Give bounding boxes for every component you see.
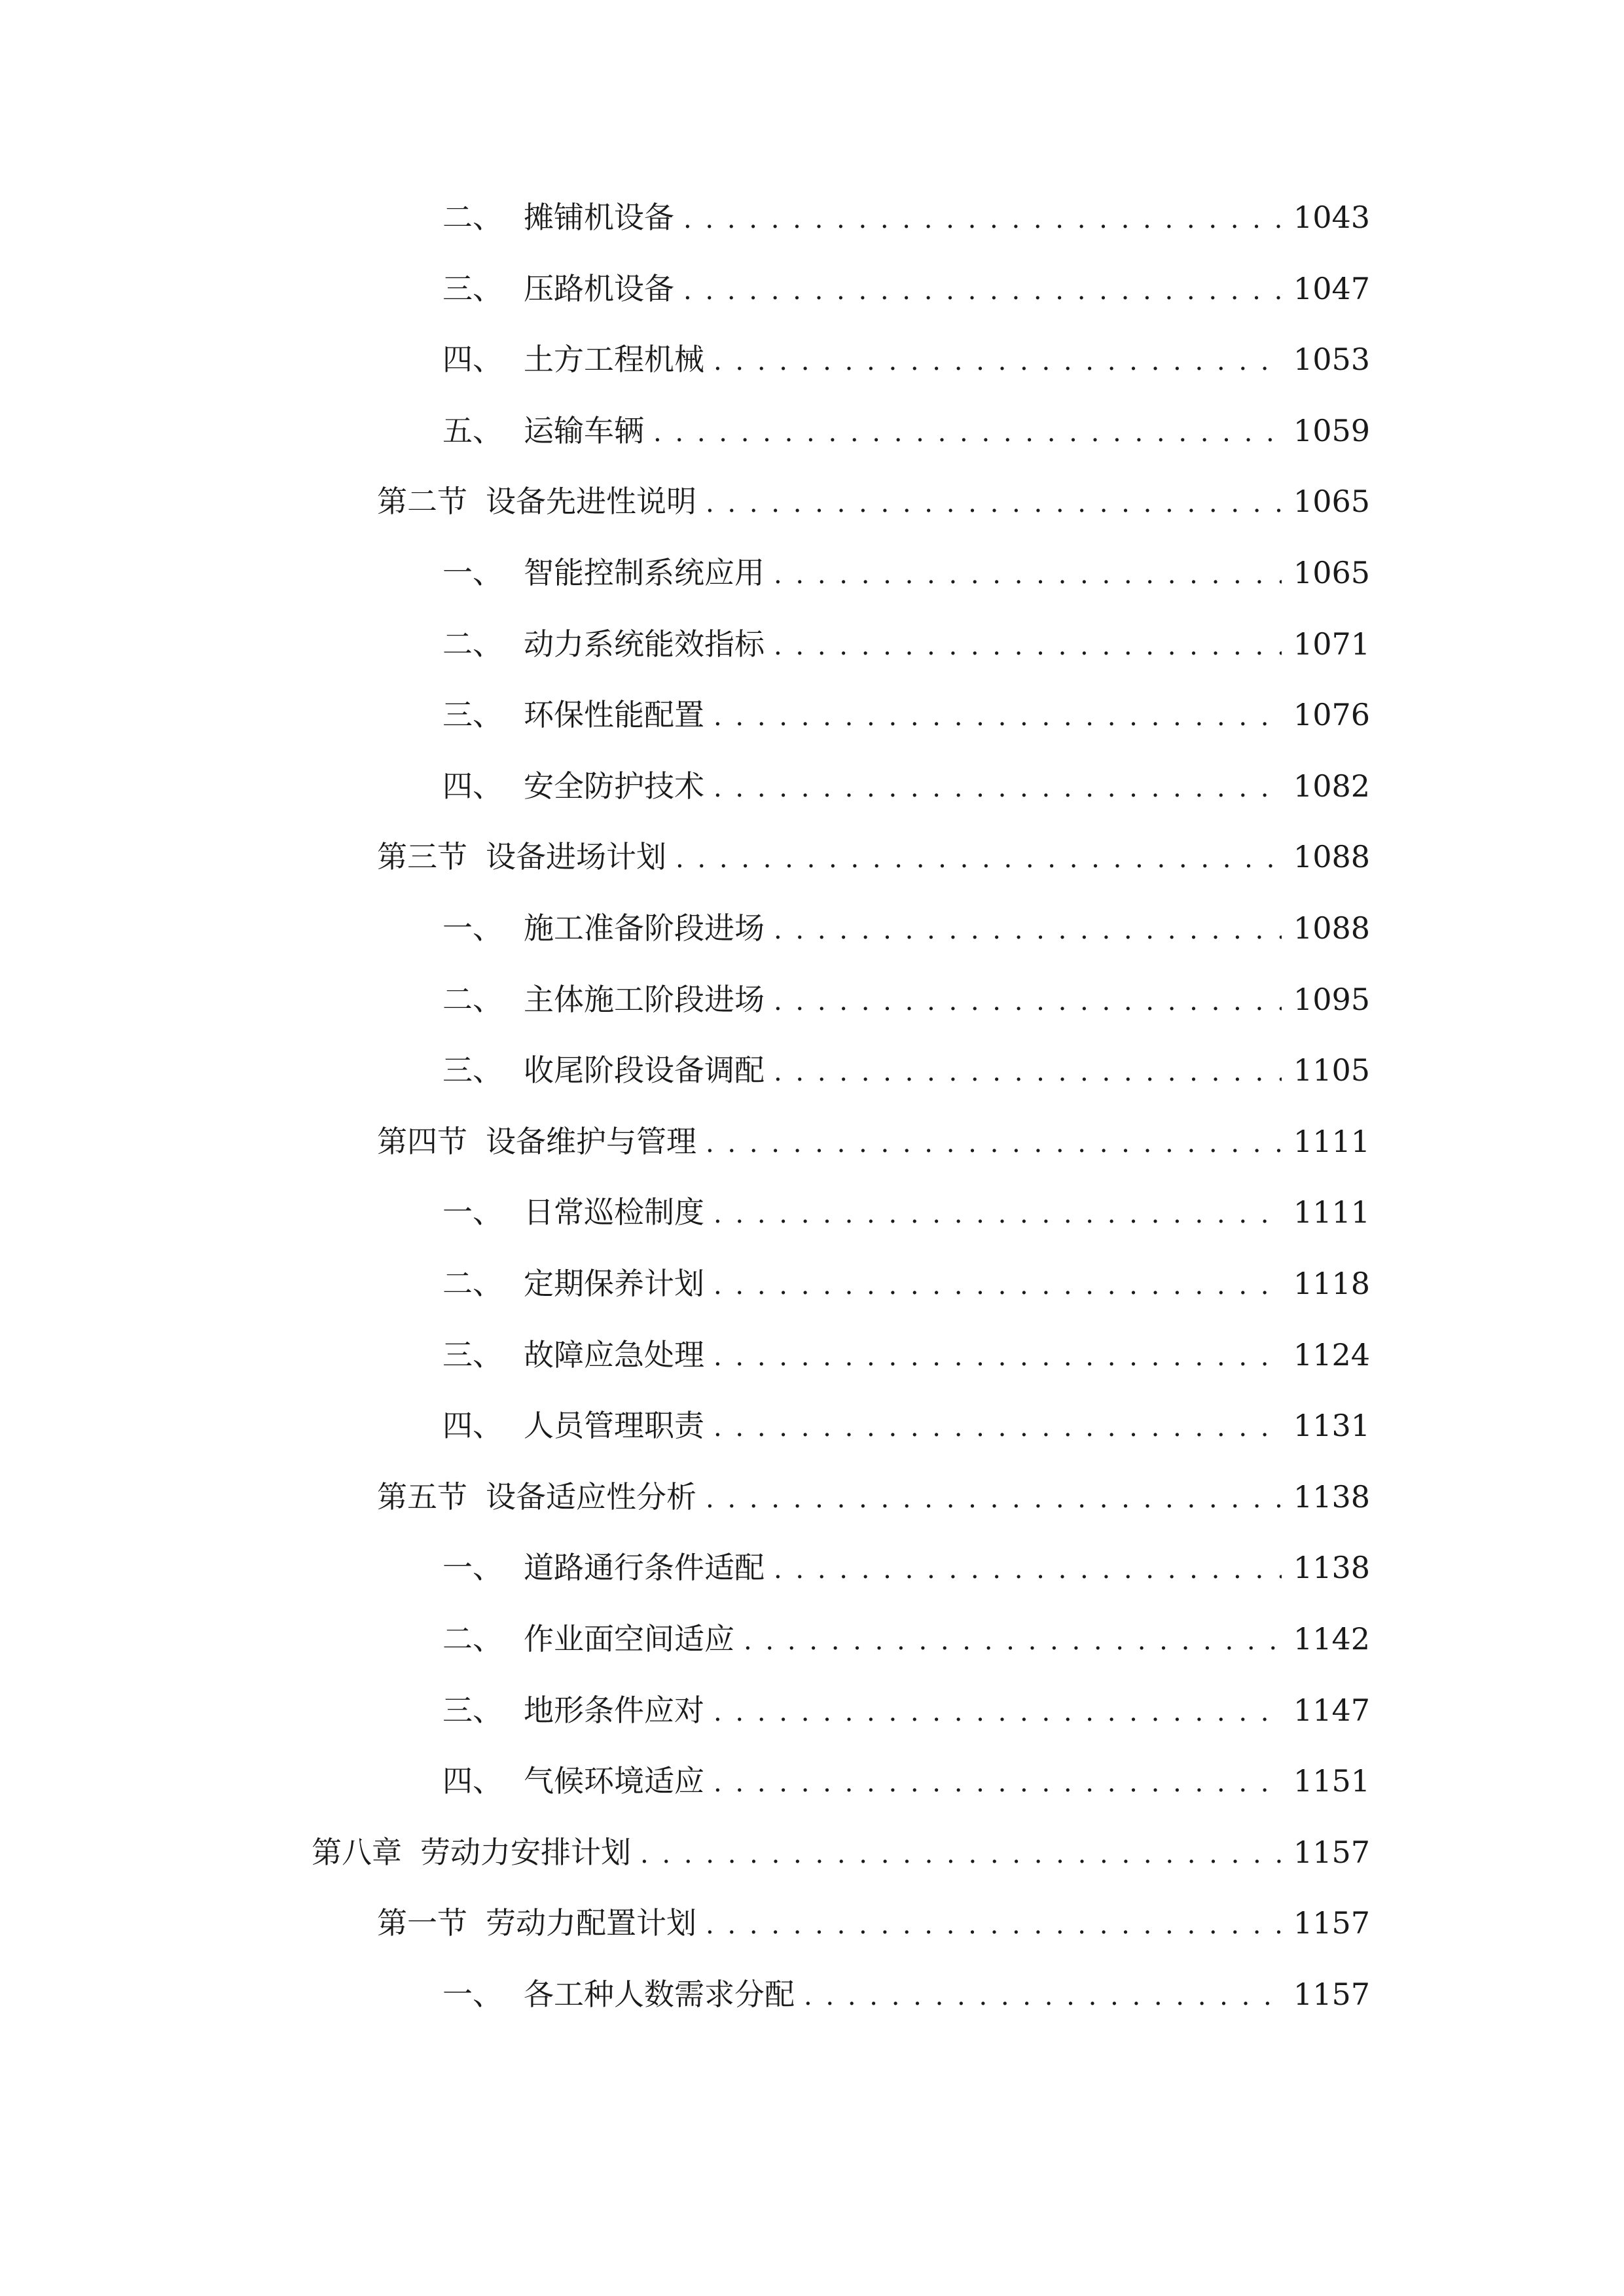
- toc-entry-title: 定期保养计划: [524, 1266, 704, 1301]
- toc-section-entry: [377, 1471, 1370, 1523]
- toc-entry-number: 二、: [442, 626, 503, 662]
- toc-entry-title: 劳动力配置计划: [486, 1905, 696, 1941]
- toc-dot-leader: [713, 689, 1282, 741]
- toc-entry-number: 第二节: [377, 484, 467, 519]
- toc-dot-leader: [804, 1968, 1282, 2020]
- toc-entry-title: 地形条件应对: [524, 1693, 704, 1728]
- toc-section-entry: [377, 475, 1370, 528]
- toc-subsection-entry: [442, 689, 1370, 741]
- toc-subsection-entry: [442, 1257, 1370, 1310]
- toc-entry-number: 四、: [442, 1408, 503, 1443]
- toc-subsection-entry: [442, 262, 1370, 315]
- toc-entry-number: 二、: [442, 200, 503, 235]
- toc-entry-title: 动力系统能效指标: [524, 626, 765, 662]
- toc-page-number: 1088: [1293, 910, 1370, 946]
- toc-page-number: 1111: [1293, 1124, 1370, 1159]
- toc-entry-number: 第五节: [377, 1479, 467, 1515]
- toc-section-entry: [377, 1897, 1370, 1949]
- toc-dot-leader: [713, 333, 1282, 386]
- toc-entry-title: 设备进场计划: [486, 839, 666, 874]
- toc-dot-leader: [676, 831, 1282, 883]
- toc-entry-title: 主体施工阶段进场: [524, 982, 765, 1017]
- toc-dot-leader: [706, 1897, 1282, 1949]
- toc-entry-title: 收尾阶段设备调配: [524, 1052, 765, 1088]
- toc-entry-number: 第一节: [377, 1905, 467, 1941]
- toc-page-number: 1095: [1293, 982, 1370, 1017]
- toc-dot-leader: [774, 1541, 1282, 1594]
- toc-entry-number: 四、: [442, 342, 503, 377]
- toc-entry-title: 运输车辆: [524, 413, 644, 448]
- toc-page-number: 1157: [1293, 1977, 1370, 2012]
- toc-page-number: 1059: [1293, 413, 1370, 448]
- toc-entry-title: 压路机设备: [524, 271, 674, 306]
- toc-subsection-entry: [442, 333, 1370, 386]
- toc-entry-number: 第四节: [377, 1124, 467, 1159]
- toc-entry-title: 设备先进性说明: [486, 484, 696, 519]
- toc-page-number: 1043: [1293, 200, 1370, 235]
- toc-subsection-entry: [442, 1044, 1370, 1096]
- toc-page-number: 1151: [1293, 1763, 1370, 1799]
- toc-subsection-entry: [442, 1613, 1370, 1665]
- toc-section-entry: [377, 831, 1370, 883]
- toc-entry-title: 设备维护与管理: [486, 1124, 696, 1159]
- toc-subsection-entry: [442, 1755, 1370, 1807]
- toc-page-number: 1118: [1293, 1266, 1370, 1301]
- toc-entry-title: 土方工程机械: [524, 342, 704, 377]
- toc-page-number: 1065: [1293, 484, 1370, 519]
- toc-dot-leader: [713, 1399, 1282, 1452]
- toc-dot-leader: [713, 1329, 1282, 1381]
- toc-entry-number: 三、: [442, 1052, 503, 1088]
- toc-page-number: 1076: [1293, 697, 1370, 732]
- toc-page-number: 1053: [1293, 342, 1370, 377]
- toc-subsection-entry: [442, 1399, 1370, 1452]
- toc-entry-number: 四、: [442, 1763, 503, 1799]
- toc-entry-title: 人员管理职责: [524, 1408, 704, 1443]
- toc-page-number: 1138: [1293, 1550, 1370, 1585]
- toc-page-number: 1157: [1293, 1905, 1370, 1941]
- toc-dot-leader: [713, 760, 1282, 812]
- toc-subsection-entry: [442, 973, 1370, 1026]
- toc-entry-number: 一、: [442, 910, 503, 946]
- toc-page-number: 1131: [1293, 1408, 1370, 1443]
- toc-entry-number: 五、: [442, 413, 503, 448]
- toc-entry-title: 设备适应性分析: [486, 1479, 696, 1515]
- toc-dot-leader: [706, 1115, 1282, 1168]
- toc-subsection-entry: [442, 191, 1370, 243]
- toc-dot-leader: [774, 547, 1282, 599]
- toc-subsection-entry: [442, 618, 1370, 670]
- toc-entry-title: 劳动力安排计划: [420, 1835, 631, 1870]
- toc-dot-leader: [774, 973, 1282, 1026]
- toc-page-number: 1111: [1293, 1194, 1370, 1230]
- toc-entry-title: 安全防护技术: [524, 768, 704, 804]
- toc-subsection-entry: [442, 1541, 1370, 1594]
- toc-dot-leader: [713, 1755, 1282, 1807]
- toc-page-number: 1088: [1293, 839, 1370, 874]
- toc-entry-number: 二、: [442, 1266, 503, 1301]
- toc-entry-title: 环保性能配置: [524, 697, 704, 732]
- toc-dot-leader: [774, 1044, 1282, 1096]
- toc-entry-number: 三、: [442, 271, 503, 306]
- toc-entry-title: 气候环境适应: [524, 1763, 704, 1799]
- toc-page-number: 1147: [1293, 1693, 1370, 1728]
- toc-page-number: 1065: [1293, 555, 1370, 590]
- toc-subsection-entry: [442, 902, 1370, 954]
- toc-section-entry: [377, 1115, 1370, 1168]
- toc-subsection-entry: [442, 1684, 1370, 1736]
- toc-entry-number: 三、: [442, 1693, 503, 1728]
- toc-chapter-entry: [312, 1826, 1370, 1878]
- toc-dot-leader: [713, 1257, 1282, 1310]
- toc-entry-title: 摊铺机设备: [524, 200, 674, 235]
- toc-subsection-entry: [442, 1329, 1370, 1381]
- toc-subsection-entry: [442, 1186, 1370, 1238]
- toc-dot-leader: [706, 475, 1282, 528]
- toc-dot-leader: [683, 262, 1282, 315]
- toc-dot-leader: [713, 1684, 1282, 1736]
- toc-entry-number: 三、: [442, 697, 503, 732]
- toc-dot-leader: [640, 1826, 1282, 1878]
- toc-dot-leader: [706, 1471, 1282, 1523]
- toc-page-number: 1047: [1293, 271, 1370, 306]
- toc-entry-number: 二、: [442, 982, 503, 1017]
- toc-dot-leader: [713, 1186, 1282, 1238]
- toc-page-number: 1157: [1293, 1835, 1370, 1870]
- toc-entry-number: 一、: [442, 555, 503, 590]
- toc-entry-number: 二、: [442, 1621, 503, 1657]
- toc-dot-leader: [774, 618, 1282, 670]
- toc-entry-number: 四、: [442, 768, 503, 804]
- toc-page-number: 1105: [1293, 1052, 1370, 1088]
- toc-entry-title: 日常巡检制度: [524, 1194, 704, 1230]
- toc-entry-title: 各工种人数需求分配: [524, 1977, 795, 2012]
- toc-entry-title: 施工准备阶段进场: [524, 910, 765, 946]
- toc-entry-number: 一、: [442, 1550, 503, 1585]
- toc-dot-leader: [683, 191, 1282, 243]
- toc-subsection-entry: [442, 760, 1370, 812]
- toc-entry-number: 一、: [442, 1977, 503, 2012]
- toc-subsection-entry: [442, 404, 1370, 457]
- toc-page-number: 1124: [1293, 1337, 1370, 1372]
- toc-entry-title: 作业面空间适应: [524, 1621, 734, 1657]
- toc-entry-number: 第八章: [312, 1835, 402, 1870]
- toc-dot-leader: [744, 1613, 1282, 1665]
- toc-page-number: 1082: [1293, 768, 1370, 804]
- toc-entry-title: 道路通行条件适配: [524, 1550, 765, 1585]
- toc-dot-leader: [774, 902, 1282, 954]
- toc-page-number: 1071: [1293, 626, 1370, 662]
- toc-entry-title: 智能控制系统应用: [524, 555, 765, 590]
- toc-subsection-entry: [442, 547, 1370, 599]
- toc-page-number: 1138: [1293, 1479, 1370, 1515]
- toc-entry-number: 一、: [442, 1194, 503, 1230]
- toc-dot-leader: [653, 404, 1282, 457]
- toc-page-number: 1142: [1293, 1621, 1370, 1657]
- toc-entry-title: 故障应急处理: [524, 1337, 704, 1372]
- toc-entry-number: 第三节: [377, 839, 467, 874]
- toc-subsection-entry: [442, 1968, 1370, 2020]
- toc-entry-number: 三、: [442, 1337, 503, 1372]
